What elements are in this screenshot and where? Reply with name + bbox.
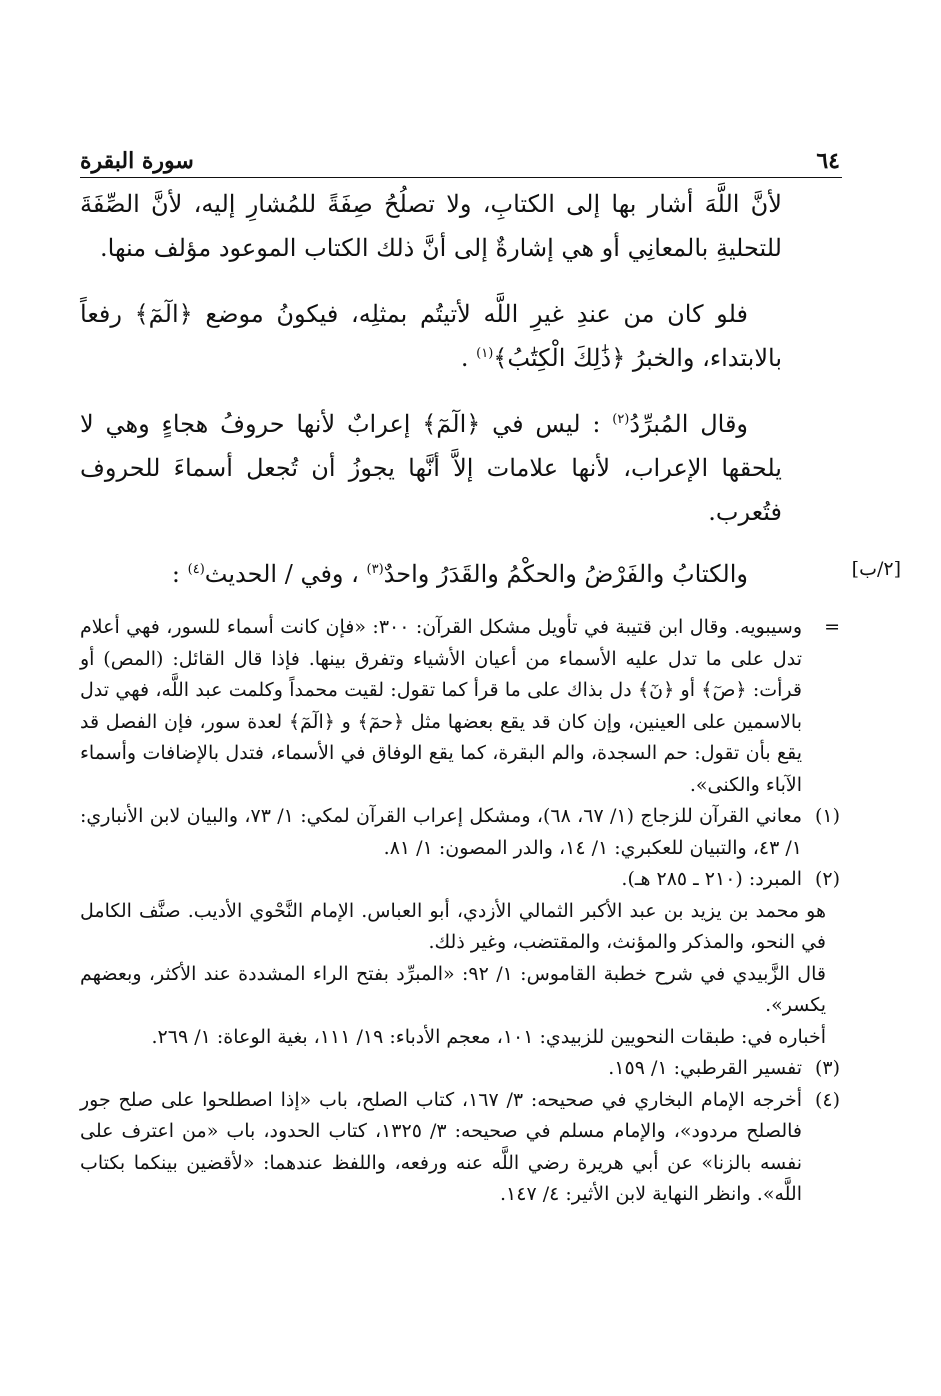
footnote-2-heading: المبرد: (٢١٠ ـ ٢٨٥ هـ). (621, 868, 802, 890)
running-header (80, 140, 840, 174)
continuation-mark: = (824, 616, 840, 638)
footnote-4 (80, 1085, 840, 1211)
paragraph-4-end: : (171, 560, 188, 588)
paragraph-4-start: والكتابُ والفَرْضُ والحكْمُ والقَدَرُ واحدٌ (383, 560, 748, 588)
paragraph-2-end: . (460, 344, 477, 372)
footnote-continuation (80, 612, 840, 801)
footnote-ref-4: (٤) (187, 562, 205, 577)
paragraph-3 (80, 402, 782, 534)
footnote-1 (80, 801, 840, 864)
surah-title: سورة البقرة (80, 148, 194, 174)
main-text (80, 182, 782, 596)
manuscript-folio-mark: [٢/ب] (851, 558, 901, 580)
footnote-2-sources: أخباره في: طبقات النحويين للزبيدي: ١٠١، معجم الأدباء: ١٩/ ١١١، بغية الوعاة: ١/ ٢٦٩. (151, 1025, 826, 1048)
footnote-continuation-text: وسيبويه. وقال ابن قتيبة في تأويل مشكل القرآن: ٣٠٠: «فإن كانت أسماء للسور، فهي أعلام تدل على ما تدل عليه الأسماء من أعيان الأشياء وتفرق بينها. فإذا قال القائل: (المص) أو قرأت: ﴿صٓ﴾ أو ﴿نٓ﴾ دل بذاك على ما قرأ كما تقول: لقيت محمداً وكلمت عبد اللَّه، فهي تدل بالاسمين على العينين، وإن كان قد يقع بعضها مثل ﴿حمٓ﴾ و ﴿الٓمٓ﴾ لعدة سور، فإن الفصل قد يقع بأن تقول: حم السجدة، والم البقرة، كما يقع الوفاق في الأسماء، فتدل بالإضافات وأسماء الآباء والكنى». (80, 616, 802, 796)
footnote-3-text: تفسير القرطبي: ١/ ١٥٩. (608, 1057, 802, 1079)
paragraph-2 (80, 292, 782, 380)
footnote-2 (80, 864, 840, 896)
footnote-ref-2: (٢) (612, 412, 630, 427)
paragraph-1: لأنَّ اللَّهَ أشار بها إلى الكتابِ، ولا تصلُحُ صِفَةً للمُشارِ إليه، لأنَّ الصِّفَةَ للتحليةِ بالمعانِي أو هي إشارةٌ إلى أنَّ ذلك الكتاب الموعود مؤلف منها. (80, 190, 782, 262)
footnote-2-zabidi: قال الزَّبيدي في شرح خطبة القاموس: ١/ ٩٢: «المبرِّد بفتح الراء المشددة عند الأكثر، وبعضهم يكسر». (80, 962, 826, 1016)
paragraph-3-rest: : ليس في ﴿الٓمٓ﴾ إعرابٌ لأنها حروفُ هجاءٍ وهي لا يلحقها الإعراب، لأنها علامات إلاَّ أنَّها يجوزُ أن تُجعل أسماءَ للحروف فتُعرب. (80, 410, 782, 526)
page-number: ٦٤ (816, 148, 840, 174)
footnote-1-text: معاني القرآن للزجاج (١/ ٦٧، ٦٨)، ومشكل إعراب القرآن لمكي: ١/ ٧٣، والبيان لابن الأنباري: ١/ ٤٣، والتبيان للعكبري: ١/ ١٤، والدر المصون: ١/ ٨١. (80, 805, 803, 859)
footnote-ref-1: (١) (476, 346, 494, 361)
footnote-2-bio: هو محمد بن يزيد بن عبد الأكبر الثمالي الأزدي، أبو العباس. الإمام النَّحْوي الأديب. صنَّف الكامل في النحو، والمذكر والمؤنث، والمقتضب، وغير ذلك. (80, 899, 826, 953)
footnote-1-number: (١) (814, 805, 840, 827)
footnotes (80, 612, 840, 1211)
paragraph-4-mid: ، وفي / الحديث (204, 560, 367, 588)
footnote-4-number: (٤) (814, 1088, 840, 1111)
footnote-ref-3: (٣) (366, 562, 384, 577)
paragraph-2-text: فلو كان من عندِ غيرِ اللَّه لأتيتُم بمثلِه، فيكونُ موضع ﴿الٓمٓ﴾ رفعاً بالابتداء، والخبرُ ﴿ذَٰلِكَ الْكِتَٰبُ﴾ (80, 300, 782, 372)
footnote-4-text: أخرجه الإمام البخاري في صحيحه: ٣/ ١٦٧، كتاب الصلح، باب «إذا اصطلحوا على صلح جور فالصلح مردود»، والإمام مسلم في صحيحه: ٣/ ١٣٢٥، كتاب الحدود، باب «من اعترف على نفسه بالزنا» عن أبي هريرة رضي اللَّه عنه ورفعه، واللفظ عندهما: «لأقضين بينكما بكتاب اللَّه». وانظر النهاية لابن الأثير: ٤/ ١٤٧. (80, 1088, 802, 1205)
footnote-2-number: (٢) (814, 868, 840, 890)
footnote-2-details (80, 896, 840, 1054)
footnote-3-number: (٣) (814, 1057, 840, 1079)
paragraph-4 (80, 552, 782, 596)
footnote-3 (80, 1053, 840, 1085)
paragraph-3-start: وقال المُبرِّدُ (629, 410, 749, 438)
header-rule (80, 177, 842, 178)
